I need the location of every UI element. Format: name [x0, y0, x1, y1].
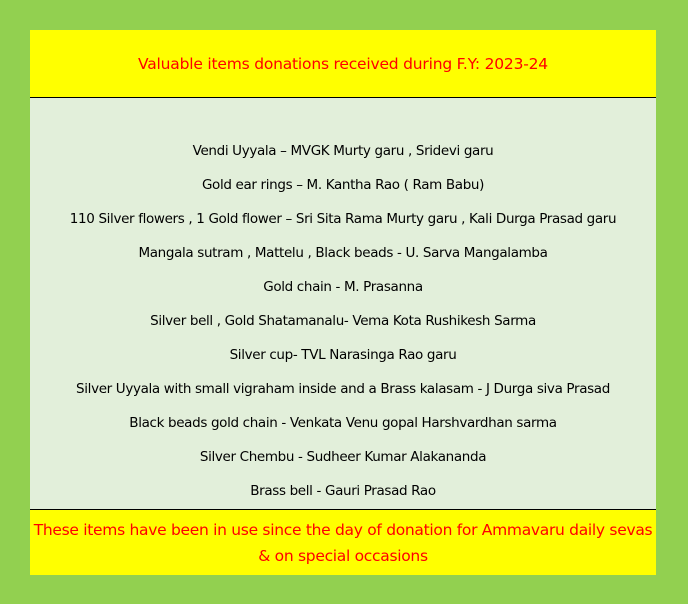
footer-banner [30, 509, 656, 575]
list-item: Silver Chembu - Sudheer Kumar Alakananda [199, 449, 487, 465]
list-item: Black beads gold chain - Venkata Venu gopal Harshvardhan sarma [129, 415, 557, 431]
header-banner [30, 30, 656, 98]
list-item: Gold ear rings – M. Kantha Rao ( Ram Babu) [201, 177, 485, 193]
donations-panel [30, 30, 656, 574]
list-item: 110 Silver flowers , 1 Gold flower – Sri Sita Rama Murty garu , Kali Durga Prasad garu [69, 211, 617, 227]
list-item: Gold chain - M. Prasanna [263, 279, 423, 295]
list-item: Vendi Uyyala – MVGK Murty garu , Sridevi garu [192, 143, 494, 159]
list-item: Mangala sutram , Mattelu , Black beads - U. Sarva Mangalamba [138, 245, 548, 261]
donations-list [30, 134, 656, 508]
page-title: Valuable items donations received during F.Y: 2023-24 [138, 54, 548, 73]
list-item: Silver cup- TVL Narasinga Rao garu [229, 347, 457, 363]
list-item: Brass bell - Gauri Prasad Rao [250, 483, 436, 499]
list-item: Silver bell , Gold Shatamanalu- Vema Kota Rushikesh Sarma [150, 313, 536, 329]
list-item: Silver Uyyala with small vigraham inside and a Brass kalasam - J Durga siva Prasad [76, 381, 610, 397]
footer-note: These items have been in use since the day of donation for Ammavaru daily sevas & on special occasions [33, 520, 653, 565]
